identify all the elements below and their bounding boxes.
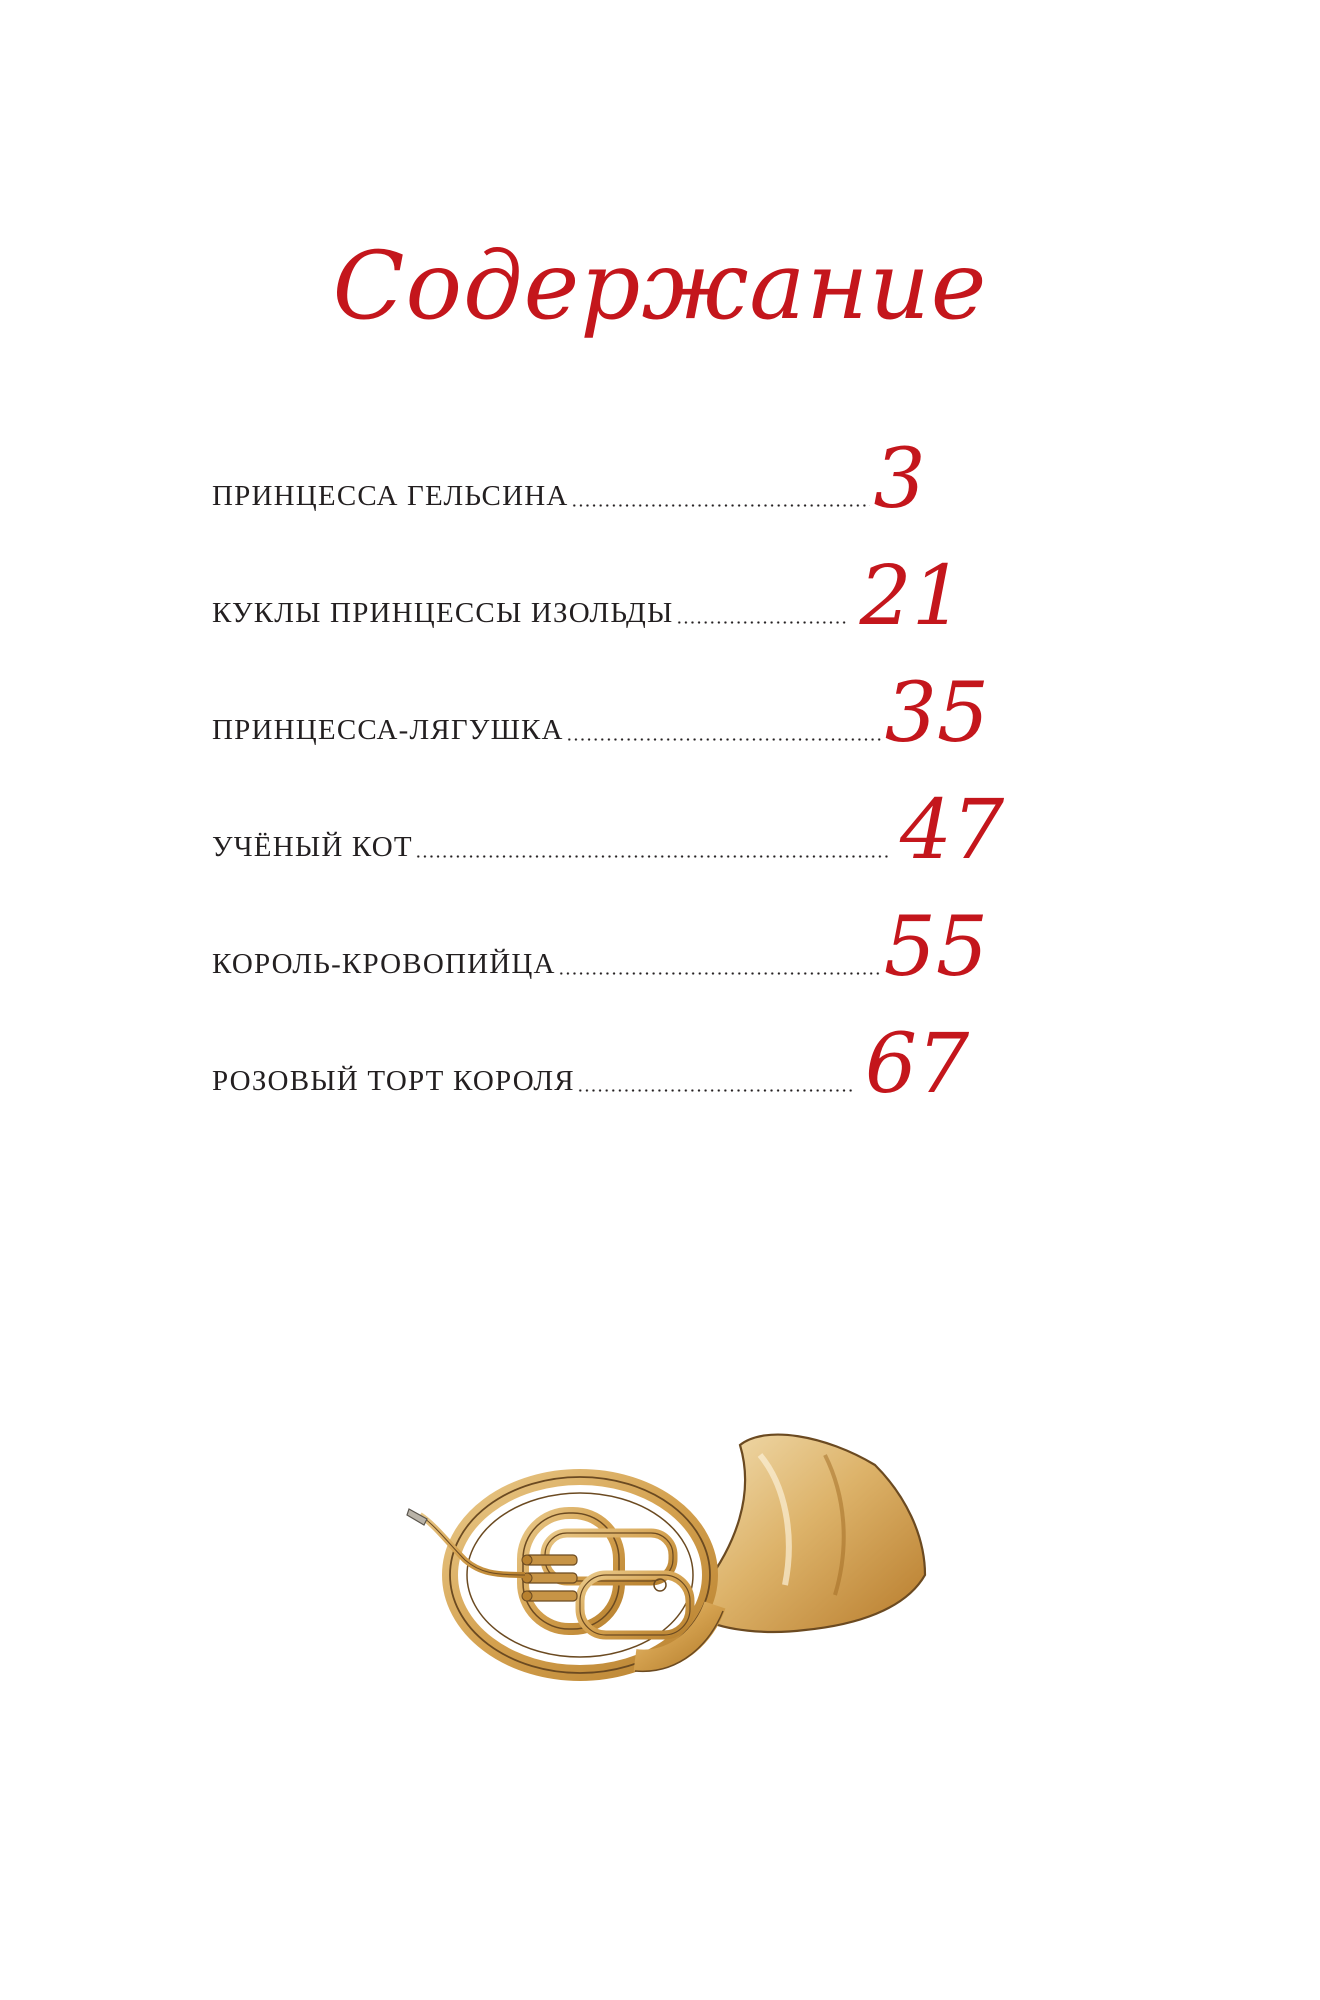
toc-entry-title: ПРИНЦЕССА-ЛЯГУШКА bbox=[212, 714, 564, 746]
toc-entry-page: 21 bbox=[859, 549, 964, 644]
french-horn-icon bbox=[405, 1425, 945, 1685]
toc-entry[interactable] bbox=[212, 420, 1072, 537]
toc-entry-page: 67 bbox=[864, 1017, 970, 1112]
toc-entry-page: 35 bbox=[884, 666, 990, 761]
toc-leader-dots bbox=[571, 504, 870, 507]
toc-entry-page: 55 bbox=[883, 900, 989, 995]
toc-leader-dots bbox=[415, 855, 888, 858]
table-of-contents bbox=[212, 420, 1072, 1122]
toc-entry[interactable] bbox=[212, 1005, 1072, 1122]
toc-entry[interactable] bbox=[212, 654, 1072, 771]
toc-leader-dots bbox=[566, 738, 881, 741]
toc-entry-title: УЧЁНЫЙ КОТ bbox=[212, 831, 413, 863]
toc-entry[interactable] bbox=[212, 537, 1072, 654]
toc-entry[interactable] bbox=[212, 771, 1072, 888]
toc-entry-title: ПРИНЦЕССА ГЕЛЬСИНА bbox=[212, 480, 569, 512]
toc-entry-title: КОРОЛЬ-КРОВОПИЙЦА bbox=[212, 948, 556, 980]
page-title: Содержание bbox=[332, 232, 988, 341]
toc-entry-page: 47 bbox=[899, 783, 1005, 878]
toc-leader-dots bbox=[676, 621, 846, 624]
toc-entry-title: КУКЛЫ ПРИНЦЕССЫ ИЗОЛЬДЫ bbox=[212, 597, 674, 629]
toc-entry-page: 3 bbox=[873, 432, 926, 527]
toc-entry-title: РОЗОВЫЙ ТОРТ КОРОЛЯ bbox=[212, 1065, 575, 1097]
toc-leader-dots bbox=[577, 1089, 855, 1092]
toc-entry[interactable] bbox=[212, 888, 1072, 1005]
toc-leader-dots bbox=[558, 972, 880, 975]
